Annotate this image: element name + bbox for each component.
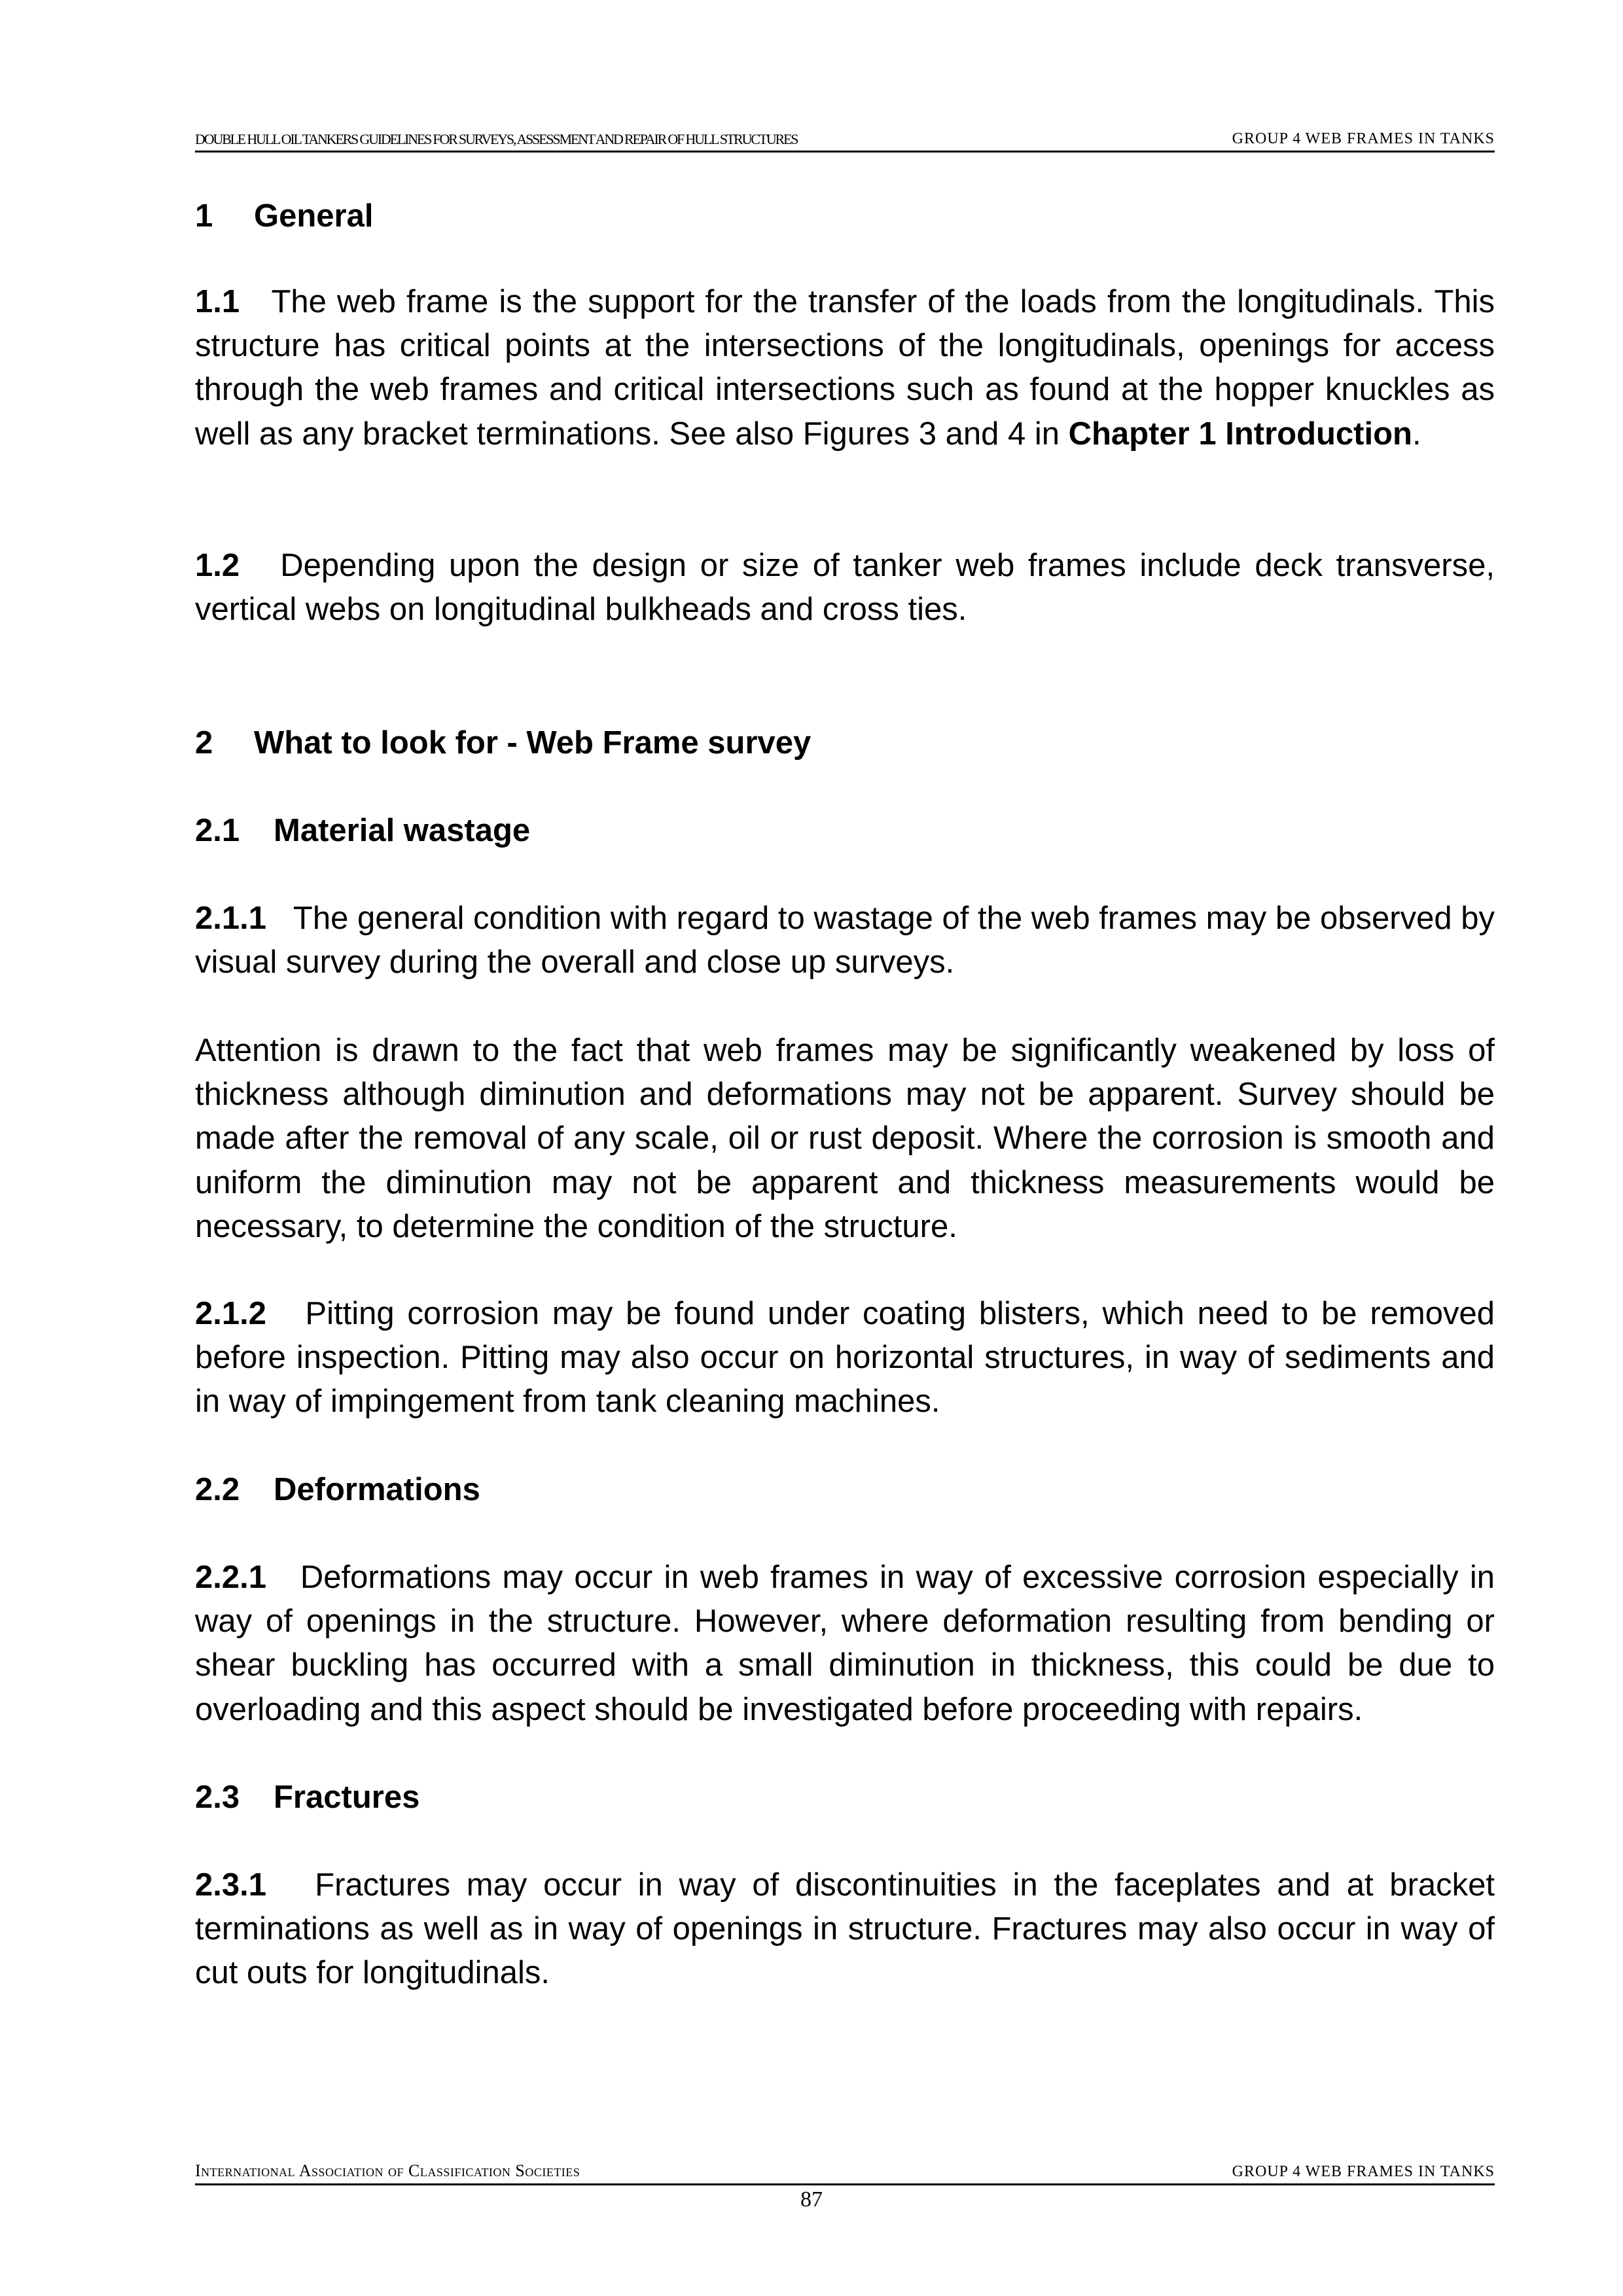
paragraph-text: The general condition with regard to wastage of the web frames may be observed by visual survey during the overall and close up surveys. [195,901,1495,980]
footer-chapter-title: GROUP 4 WEB FRAMES IN TANKS [1232,2163,1495,2180]
header-document-title: DOUBLE HULL OIL TANKERS GUIDELINES FOR SURVEYS, ASSESSMENT AND REPAIR OF HULL STRUCTURES [195,131,798,147]
paragraph-number: 2.3.1 [195,1867,266,1903]
footer-organization: International Association of Classification Societies [195,2161,580,2180]
section-number: 2.2 [195,1472,240,1507]
chapter-reference: Chapter 1 Introduction [1068,416,1412,452]
section-heading-2 [195,721,811,765]
paragraph-number: 2.1.2 [195,1296,266,1331]
section-title: Material wastage [274,813,531,848]
paragraph-text: Deformations may occur in web frames in way of excessive corrosion especially in way of openings in the structure. However, where deformation resulting from bending or shear buckling has occurred with a small diminution in thickness, this could be due to overloading and this aspect should be investigated before proceeding with repairs. [195,1560,1495,1727]
paragraph-2-2-1 [195,1556,1495,1732]
paragraph-text: Attention is drawn to the fact that web frames may be significantly weakened by loss of thickness although diminution and deformations may not be apparent. Survey should be made after the removal of any scale, oil or rust deposit. Where the corrosion is smooth and uniform the diminution may not be apparent and thickness measurements would be necessary, to determine the condition of the structure. [195,1033,1495,1244]
paragraph-1-2 [195,544,1495,632]
section-heading-1 [195,194,373,238]
section-title: General [254,198,374,234]
running-header [195,128,1495,152]
paragraph-text: Pitting corrosion may be found under coating blisters, which need to be removed before inspection. Pitting may also occur on horizontal structures, in way of sediments and in way of impingement from tank cleaning machines. [195,1296,1495,1420]
paragraph-number: 2.1.1 [195,901,266,936]
paragraph-2-1-1-continued [195,1029,1495,1249]
section-number: 2 [195,725,213,761]
paragraph-text-end: . [1412,416,1421,452]
running-footer [195,2161,1495,2185]
section-number: 2.3 [195,1780,240,1815]
paragraph-number: 1.1 [195,284,240,319]
section-number: 2.1 [195,813,240,848]
page-number: 87 [800,2187,823,2212]
subsection-heading-2-3 [195,1776,419,1820]
section-title: Fractures [274,1780,420,1815]
section-number: 1 [195,198,213,234]
subsection-heading-2-2 [195,1468,480,1512]
subsection-heading-2-1 [195,809,530,853]
paragraph-text: Depending upon the design or size of tanker web frames include deck transverse, vertical webs on longitudinal bulkheads and cross ties. [195,548,1495,628]
paragraph-2-3-1 [195,1863,1495,1996]
paragraph-number: 2.2.1 [195,1560,266,1595]
header-chapter-title: GROUP 4 WEB FRAMES IN TANKS [1232,130,1495,147]
section-title: What to look for - Web Frame survey [254,725,812,761]
paragraph-1-1 [195,280,1495,456]
paragraph-text: The web frame is the support for the transfer of the loads from the longitudinals. This structure has critical points at the intersections of the longitudinals, openings for access through the web frames and critical intersections such as found at the hopper knuckles as well as any bracket terminations. See also Figures 3 and 4 in [195,284,1495,452]
section-title: Deformations [274,1472,480,1507]
paragraph-number: 1.2 [195,548,240,583]
paragraph-2-1-2 [195,1292,1495,1424]
paragraph-text: Fractures may occur in way of discontinuities in the faceplates and at bracket terminations as well as in way of openings in structure. Fractures may also occur in way of cut outs for longitudinals. [195,1867,1495,1991]
paragraph-2-1-1 [195,897,1495,984]
